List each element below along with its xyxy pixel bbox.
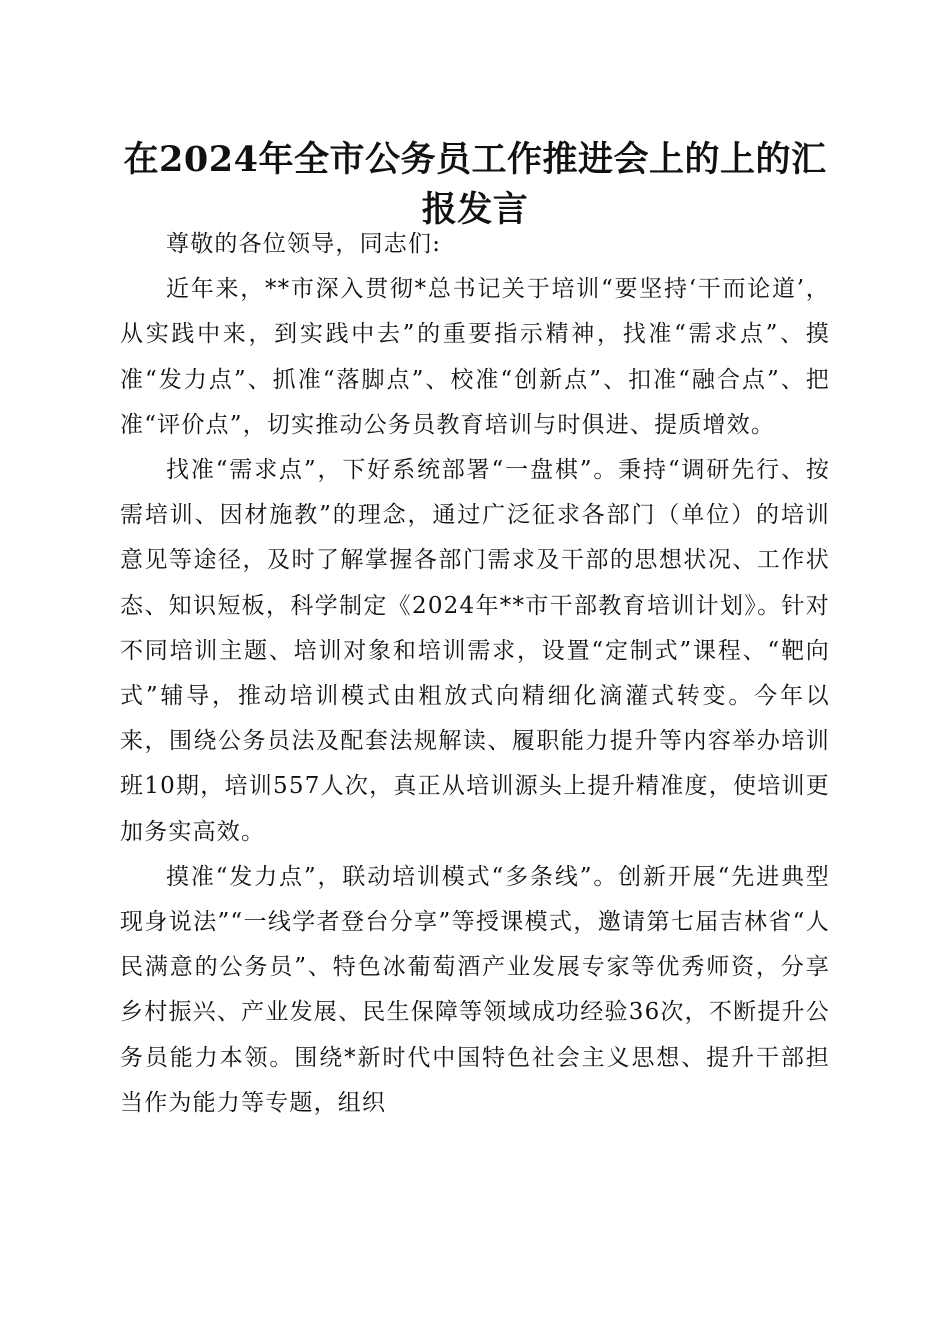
paragraph-effort-point: 摸准“发力点”，联动培训模式“多条线”。创新开展“先进典型现身说法”“一线学者登台分享”等授课模式，邀请第七届吉林省“人民满意的公务员”、特色冰葡萄酒产业发展专家等优秀师资，分享乡村振兴、产业发展、民生保障等领域成功经验36次，不断提升公务员能力本领。围绕*新时代中国特色社会主义思想、提升干部担当作为能力等专题，组织	[120, 863, 830, 1116]
document-body	[120, 222, 830, 1126]
salutation: 尊敬的各位领导，同志们:	[166, 231, 442, 257]
paragraph-intro: 近年来，**市深入贯彻*总书记关于培训“要坚持‘干而论道’，从实践中来，到实践中去”的重要指示精神，找准“需求点”、摸准“发力点”、抓准“落脚点”、校准“创新点”、扣准“融合点”、把准“评价点”，切实推动公务员教育培训与时俱进、提质增效。	[120, 276, 830, 438]
page-title: 在2024年全市公务员工作推进会上的上的汇报发言	[123, 139, 827, 230]
paragraph-demand-point: 找准“需求点”，下好系统部署“一盘棋”。秉持“调研先行、按需培训、因材施教”的理念，通过广泛征求各部门（单位）的培训意见等途径，及时了解掌握各部门需求及干部的思想状况、工作状态、知识短板，科学制定《2024年**市干部教育培训计划》。针对不同培训主题、培训对象和培训需求，设置“定制式”课程、“靶向式”辅导，推动培训模式由粗放式向精细化滴灌式转变。今年以来，围绕公务员法及配套法规解读、履职能力提升等内容举办培训班10期，培训557人次，真正从培训源头上提升精准度，使培训更加务实高效。	[120, 457, 830, 845]
